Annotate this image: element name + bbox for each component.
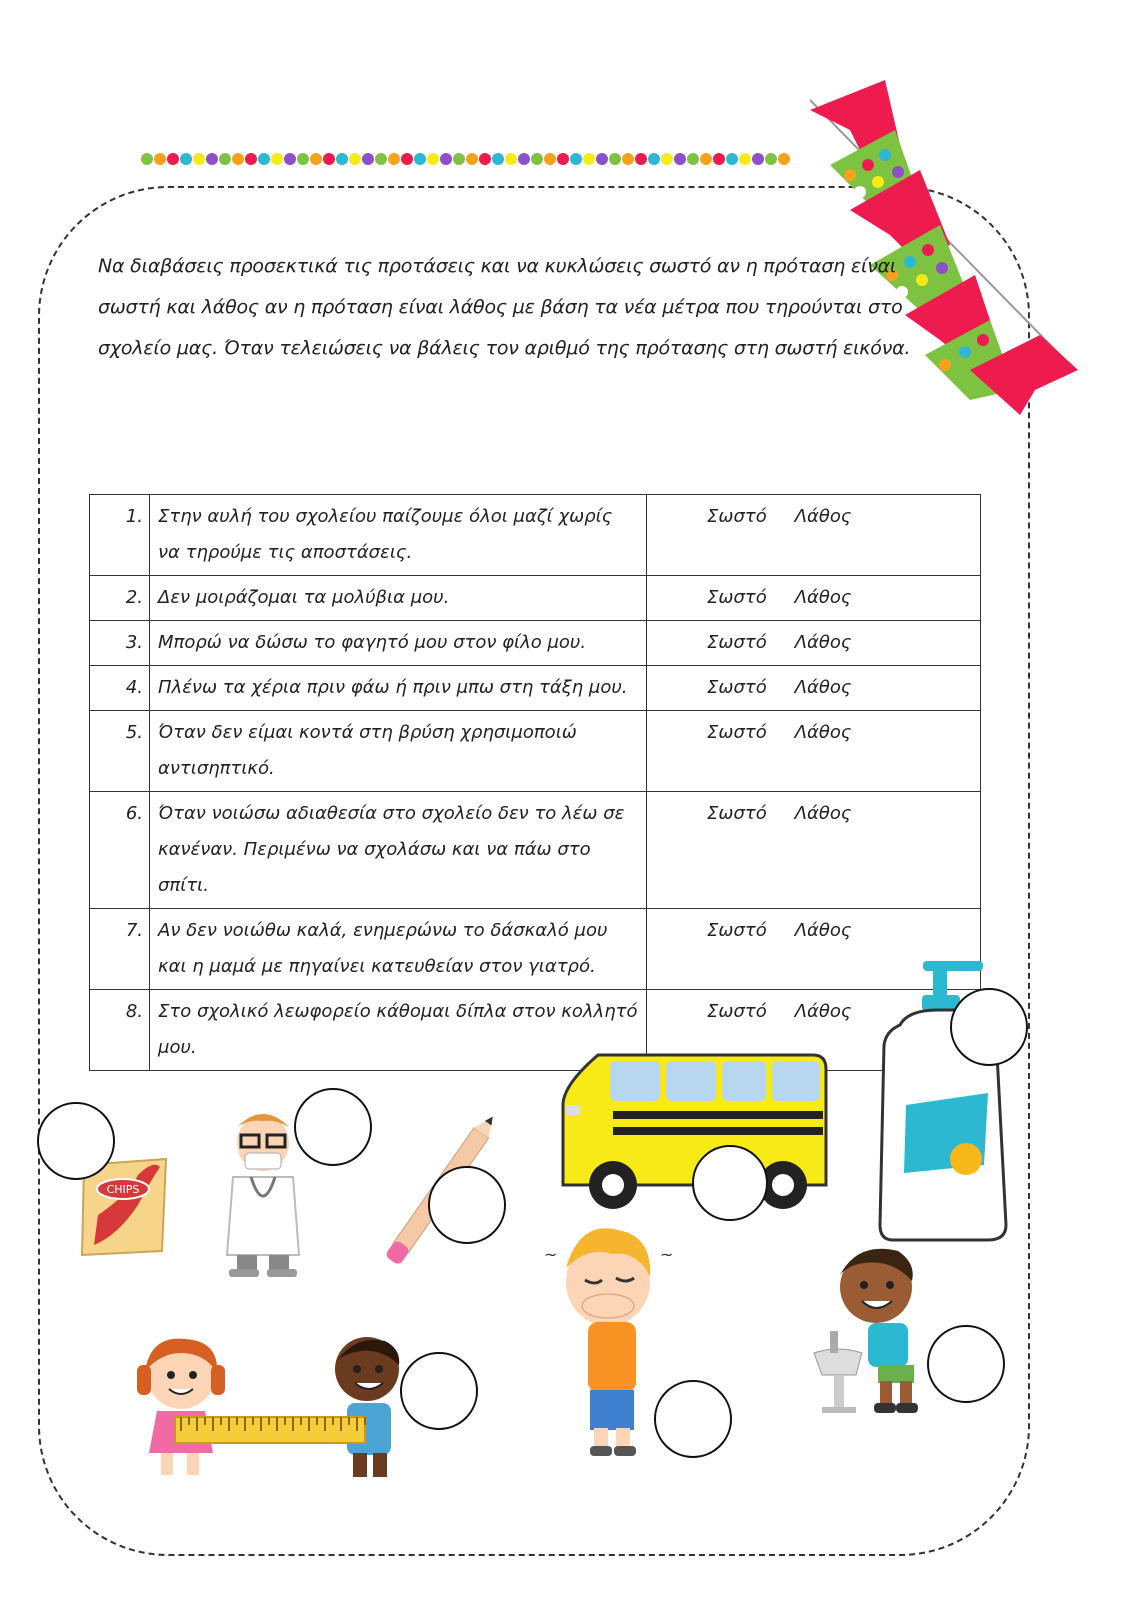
garland-dot: [141, 153, 153, 165]
garland-dot: [154, 153, 166, 165]
statement-row: [90, 990, 981, 1071]
answer-circle-sneezing[interactable]: [654, 1380, 732, 1458]
garland-dot: [479, 153, 491, 165]
statement-text: Δεν μοιράζομαι τα μολύβια μου.: [150, 576, 647, 621]
statement-number: 1.: [90, 495, 150, 576]
garland-dot: [583, 153, 595, 165]
garland-dot: [713, 153, 725, 165]
answer-options: [647, 621, 981, 666]
garland-dot: [739, 153, 751, 165]
garland-dot: [219, 153, 231, 165]
statement-row: [90, 666, 981, 711]
answer-options: [647, 576, 981, 621]
garland-dot: [700, 153, 712, 165]
garland-dot: [323, 153, 335, 165]
answer-correct[interactable]: Σωστό: [707, 722, 767, 743]
garland-dot: [492, 153, 504, 165]
garland-dot: [570, 153, 582, 165]
children-with-ruler-illustration: [135, 1335, 415, 1485]
garland-dot: [609, 153, 621, 165]
answer-wrong[interactable]: Λάθος: [794, 587, 852, 608]
answer-wrong[interactable]: Λάθος: [794, 1001, 852, 1022]
statement-text: Όταν νοιώσω αδιαθεσία στο σχολείο δεν το λέω σε κανέναν. Περιμένω να σχολάσω και να πάω στο σπίτι.: [150, 792, 647, 909]
garland-dot: [388, 153, 400, 165]
garland-dot: [765, 153, 777, 165]
statement-row: [90, 576, 981, 621]
statement-number: 7.: [90, 909, 150, 990]
garland-dot: [518, 153, 530, 165]
garland-dot: [466, 153, 478, 165]
garland-dot: [206, 153, 218, 165]
answer-wrong[interactable]: Λάθος: [794, 506, 852, 527]
svg-text:~: ~: [544, 1245, 558, 1264]
garland-dot: [193, 153, 205, 165]
statement-text: Αν δεν νοιώθω καλά, ενημερώνω το δάσκαλό μου και η μαμά με πηγαίνει κατευθείαν στον γιατρό.: [150, 909, 647, 990]
answer-wrong[interactable]: Λάθος: [794, 920, 852, 941]
answer-options: [647, 666, 981, 711]
garland-dot: [245, 153, 257, 165]
statement-row: [90, 495, 981, 576]
statement-text: Στην αυλή του σχολείου παίζουμε όλοι μαζί χωρίς να τηρούμε τις αποστάσεις.: [150, 495, 647, 576]
garland-dot: [232, 153, 244, 165]
answer-circle-pencil[interactable]: [428, 1166, 506, 1244]
statement-number: 6.: [90, 792, 150, 909]
garland-dot: [557, 153, 569, 165]
garland-dot: [336, 153, 348, 165]
statements-table: [89, 494, 981, 1071]
answer-options: [647, 711, 981, 792]
garland-dot: [661, 153, 673, 165]
statement-number: 5.: [90, 711, 150, 792]
garland-dot: [310, 153, 322, 165]
statement-text: Στο σχολικό λεωφορείο κάθομαι δίπλα στον κολλητό μου.: [150, 990, 647, 1071]
garland-dot: [440, 153, 452, 165]
answer-options: [647, 792, 981, 909]
garland-dot: [687, 153, 699, 165]
garland-dot: [674, 153, 686, 165]
statement-text: Πλένω τα χέρια πριν φάω ή πριν μπω στη τάξη μου.: [150, 666, 647, 711]
garland-dot: [778, 153, 790, 165]
statement-row: [90, 711, 981, 792]
garland-dot: [271, 153, 283, 165]
answer-circle-ruler[interactable]: [400, 1352, 478, 1430]
answer-correct[interactable]: Σωστό: [707, 677, 767, 698]
garland-dot: [375, 153, 387, 165]
statement-row: [90, 792, 981, 909]
garland-dot: [414, 153, 426, 165]
garland-dot: [349, 153, 361, 165]
answer-wrong[interactable]: Λάθος: [794, 677, 852, 698]
statement-number: 3.: [90, 621, 150, 666]
garland-dot: [297, 153, 309, 165]
chips-label: CHIPS: [106, 1183, 140, 1196]
garland-dot: [752, 153, 764, 165]
answer-circle-sanitizer[interactable]: [950, 988, 1028, 1066]
garland-dot: [726, 153, 738, 165]
answer-circle-bus[interactable]: [692, 1145, 768, 1221]
answer-wrong[interactable]: Λάθος: [794, 803, 852, 824]
statement-number: 2.: [90, 576, 150, 621]
dotted-garland-decoration: [140, 152, 790, 166]
garland-dot: [180, 153, 192, 165]
garland-dot: [635, 153, 647, 165]
answer-correct[interactable]: Σωστό: [707, 1001, 767, 1022]
garland-dot: [622, 153, 634, 165]
answer-circle-doctor[interactable]: [294, 1088, 372, 1166]
garland-dot: [531, 153, 543, 165]
garland-dot: [544, 153, 556, 165]
statement-text: Μπορώ να δώσω το φαγητό μου στον φίλο μου.: [150, 621, 647, 666]
answer-options: [647, 495, 981, 576]
answer-wrong[interactable]: Λάθος: [794, 722, 852, 743]
statement-text: Όταν δεν είμαι κοντά στη βρύση χρησιμοποιώ αντισηπτικό.: [150, 711, 647, 792]
garland-dot: [596, 153, 608, 165]
answer-correct[interactable]: Σωστό: [707, 587, 767, 608]
instructions-text: Να διαβάσεις προσεκτικά τις προτάσεις και να κυκλώσεις σωστό αν η πρόταση είναι σωστή και λάθος αν η πρόταση είναι λάθος με βάση τα νέα μέτρα που τηρούνται στο σχολείο μας. Όταν τελειώσεις να βάλεις τον αριθμό της πρότασης στη σωστή εικόνα.: [98, 255, 911, 359]
statement-row: [90, 909, 981, 990]
garland-dot: [648, 153, 660, 165]
garland-dot: [453, 153, 465, 165]
statement-number: 8.: [90, 990, 150, 1071]
svg-text:~: ~: [660, 1245, 674, 1264]
boy-washing-hands-illustration: [808, 1235, 938, 1420]
garland-dot: [427, 153, 439, 165]
statement-row: [90, 621, 981, 666]
answer-correct[interactable]: Σωστό: [707, 803, 767, 824]
answer-correct[interactable]: Σωστό: [707, 506, 767, 527]
garland-dot: [284, 153, 296, 165]
answer-wrong[interactable]: Λάθος: [794, 632, 852, 653]
answer-circle-washing-hands[interactable]: [927, 1325, 1005, 1403]
garland-dot: [401, 153, 413, 165]
garland-dot: [362, 153, 374, 165]
answer-correct[interactable]: Σωστό: [707, 632, 767, 653]
garland-dot: [167, 153, 179, 165]
answer-correct[interactable]: Σωστό: [707, 920, 767, 941]
garland-dot: [505, 153, 517, 165]
answer-circle-chips[interactable]: [37, 1102, 115, 1180]
garland-dot: [258, 153, 270, 165]
statement-number: 4.: [90, 666, 150, 711]
